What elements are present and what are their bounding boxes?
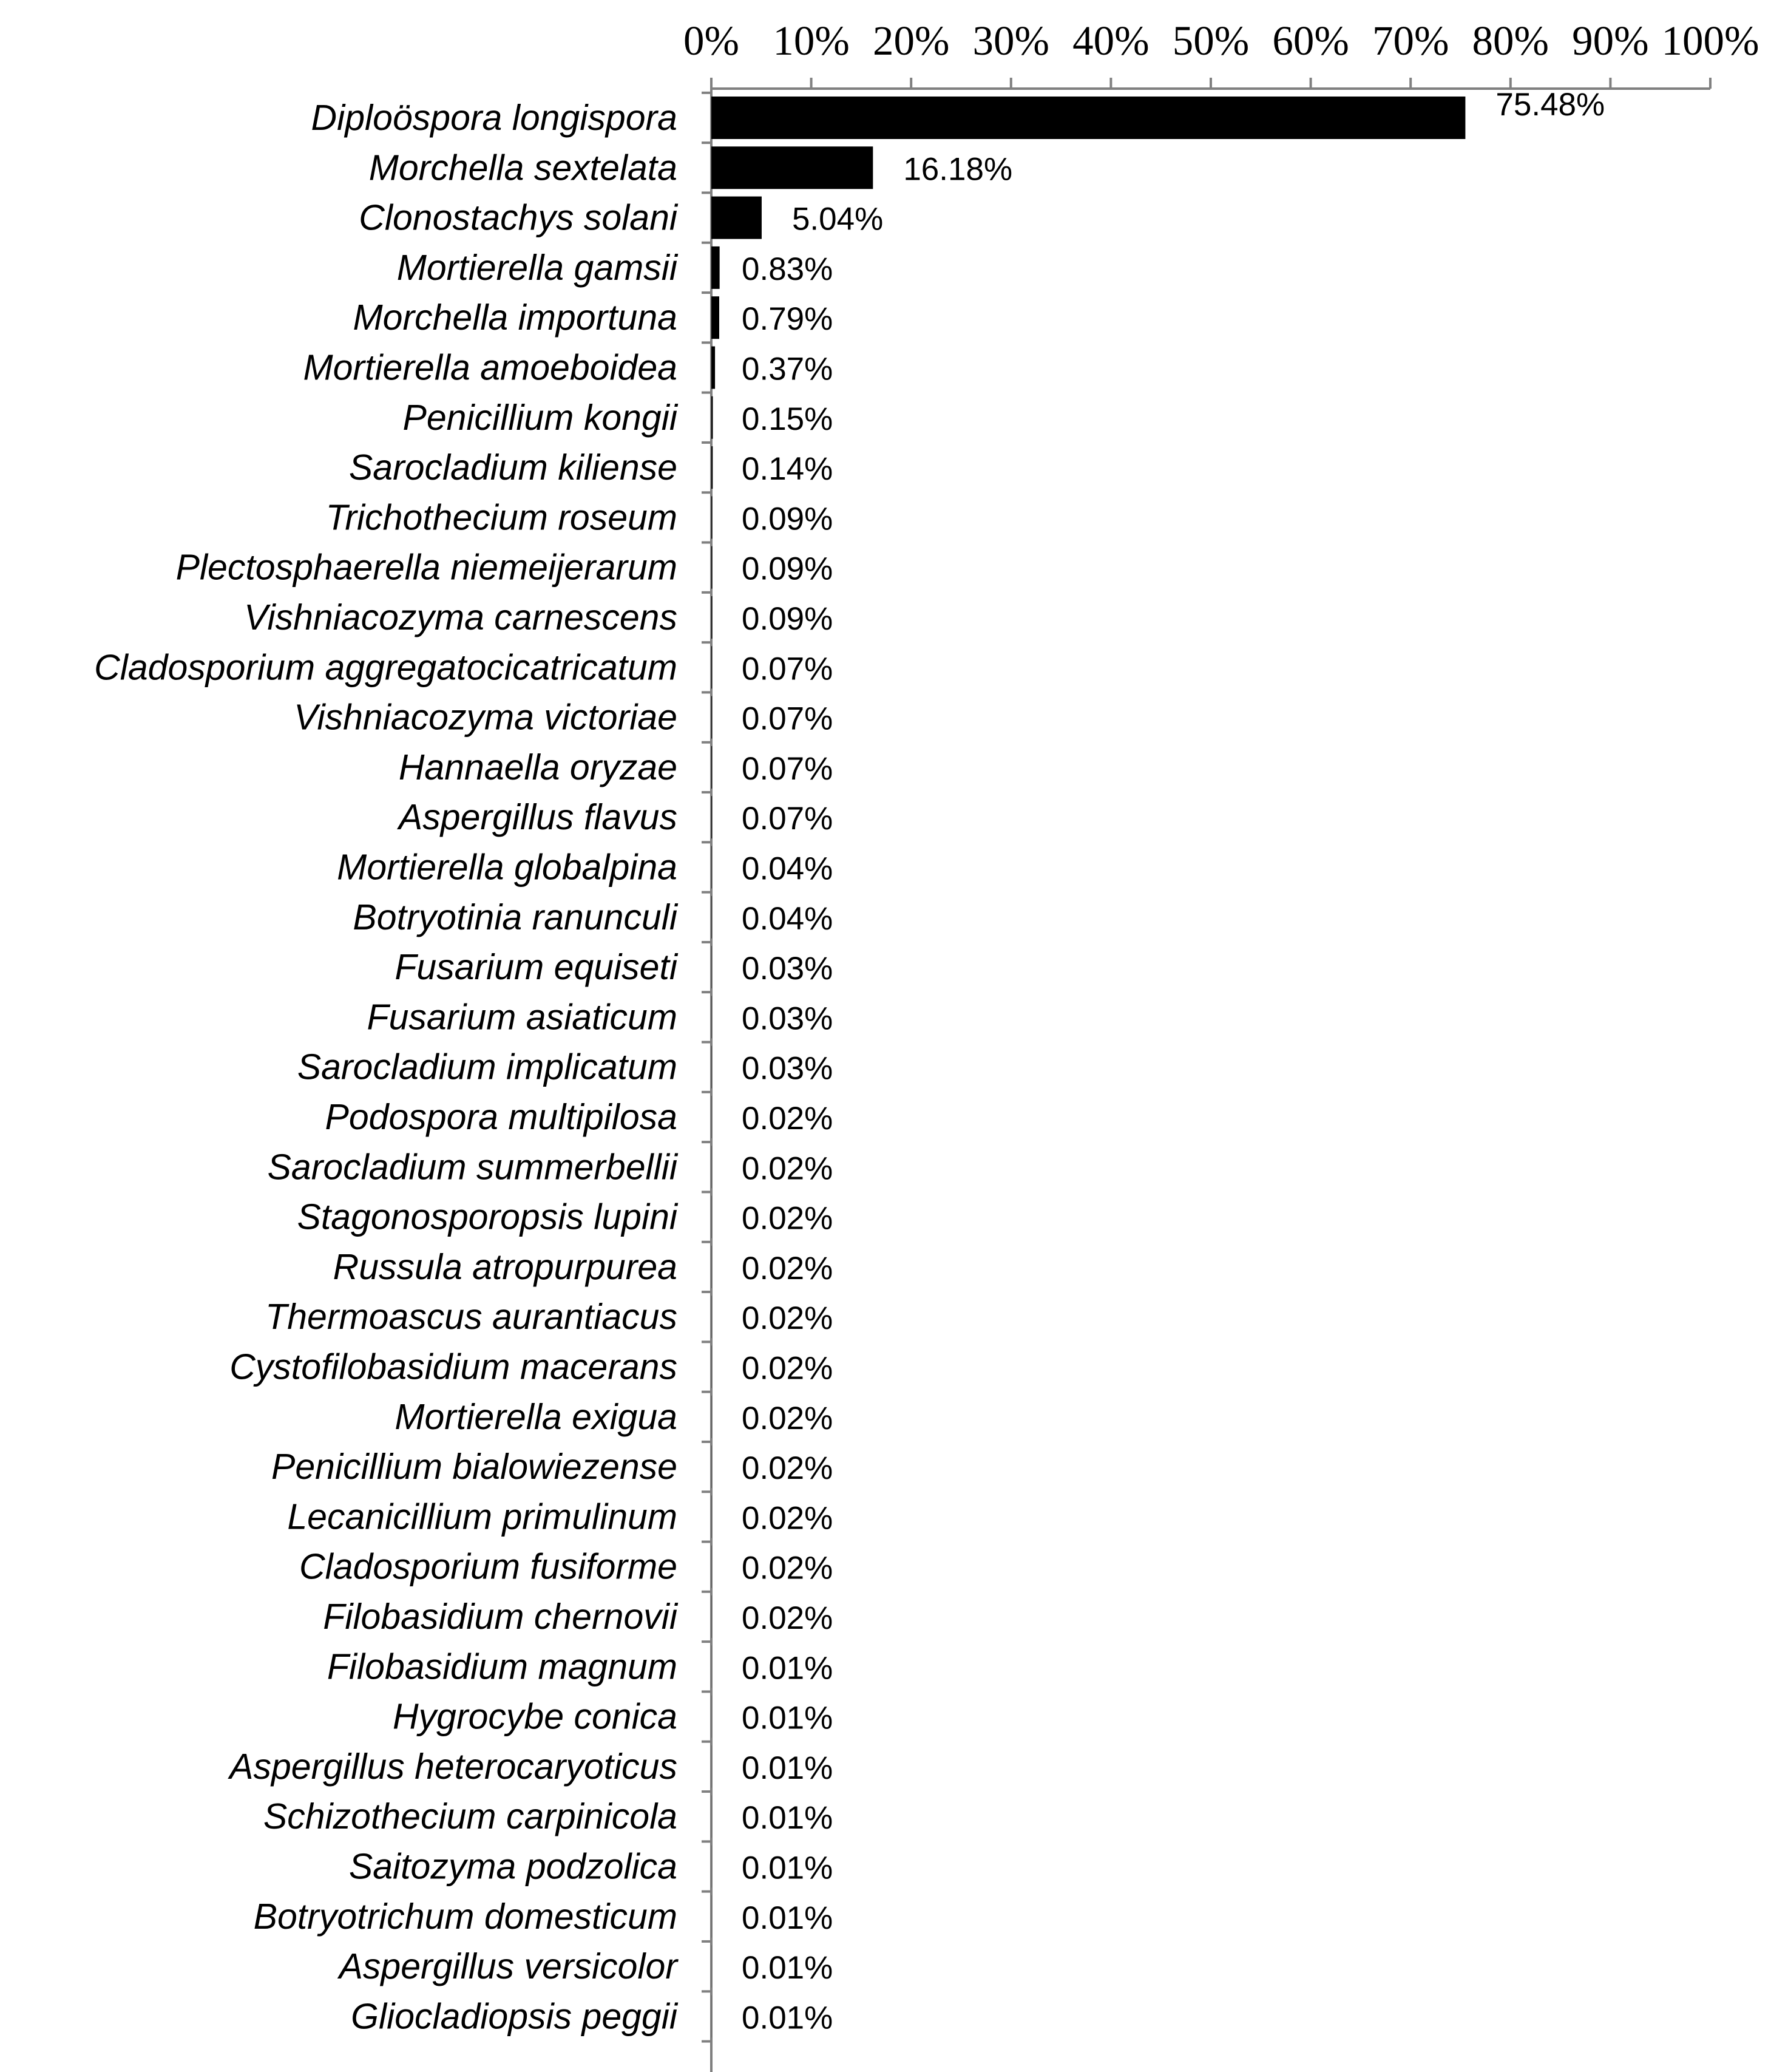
data-label: 0.37% bbox=[742, 351, 833, 387]
category-label: Sarocladium kiliense bbox=[348, 447, 677, 488]
data-label: 0.04% bbox=[742, 900, 833, 937]
bar bbox=[711, 596, 712, 639]
bar bbox=[711, 646, 712, 688]
category-label: Russula atropurpurea bbox=[333, 1246, 677, 1287]
data-label: 0.01% bbox=[742, 1650, 833, 1686]
data-label: 0.07% bbox=[742, 701, 833, 737]
data-label: 0.09% bbox=[742, 551, 833, 587]
bar bbox=[711, 746, 712, 789]
category-label: Filobasidium magnum bbox=[327, 1646, 677, 1687]
x-tick-label: 90% bbox=[1572, 18, 1649, 64]
category-label: Penicillium bialowiezense bbox=[271, 1447, 677, 1487]
data-label: 0.07% bbox=[742, 801, 833, 837]
category-label: Fusarium asiaticum bbox=[367, 997, 677, 1038]
category-label: Gliocladiopsis peggii bbox=[351, 1996, 677, 2037]
category-labels bbox=[94, 98, 679, 2036]
data-label: 0.03% bbox=[742, 1050, 833, 1087]
data-label: 0.01% bbox=[742, 1750, 833, 1786]
category-label: Mortierella globalpina bbox=[337, 847, 677, 888]
bar bbox=[711, 496, 712, 538]
data-label: 0.02% bbox=[742, 1300, 833, 1337]
data-label: 0.02% bbox=[742, 1450, 833, 1487]
category-label: Fusarium equiseti bbox=[395, 947, 677, 988]
x-tick-label: 70% bbox=[1372, 18, 1449, 64]
category-label: Cladosporium aggregatocicatricatum bbox=[94, 647, 677, 688]
y-axis bbox=[702, 89, 711, 2072]
bar bbox=[711, 846, 712, 889]
data-labels bbox=[742, 87, 1605, 2036]
data-label: 0.03% bbox=[742, 951, 833, 987]
x-tick-label: 30% bbox=[972, 18, 1050, 64]
data-label: 0.01% bbox=[742, 2000, 833, 2036]
data-label: 0.02% bbox=[742, 1150, 833, 1187]
data-label: 75.48% bbox=[1495, 87, 1605, 123]
category-label: Botryotrichum domesticum bbox=[253, 1896, 677, 1937]
category-label: Botryotinia ranunculi bbox=[353, 897, 677, 937]
category-label: Clonostachys solani bbox=[359, 197, 677, 238]
data-label: 0.79% bbox=[742, 301, 833, 338]
category-label: Plectosphaerella niemeijerarum bbox=[175, 547, 677, 588]
data-label: 0.07% bbox=[742, 651, 833, 687]
bar bbox=[711, 696, 712, 739]
data-label: 0.14% bbox=[742, 451, 833, 487]
data-label: 0.01% bbox=[742, 1900, 833, 1936]
bar bbox=[711, 296, 719, 339]
category-label: Saitozyma podzolica bbox=[348, 1846, 677, 1887]
data-label: 0.04% bbox=[742, 851, 833, 887]
data-label: 0.02% bbox=[742, 1550, 833, 1586]
data-label: 0.02% bbox=[742, 1250, 833, 1286]
category-label: Sarocladium implicatum bbox=[297, 1047, 677, 1087]
data-label: 0.09% bbox=[742, 601, 833, 637]
category-label: Morchella importuna bbox=[353, 297, 677, 338]
bar bbox=[711, 896, 712, 939]
category-label: Cystofilobasidium macerans bbox=[229, 1347, 677, 1387]
category-label: Lecanicillium primulinum bbox=[287, 1496, 677, 1537]
data-label: 0.01% bbox=[742, 1950, 833, 1986]
bar bbox=[711, 146, 873, 189]
category-label: Aspergillus heterocaryoticus bbox=[229, 1746, 677, 1787]
data-label: 0.02% bbox=[742, 1200, 833, 1237]
bar bbox=[711, 546, 712, 589]
bar bbox=[711, 396, 713, 439]
category-label: Aspergillus versicolor bbox=[339, 1946, 677, 1987]
category-label: Morchella sextelata bbox=[368, 148, 677, 188]
data-label: 0.02% bbox=[742, 1600, 833, 1636]
category-label: Hygrocybe conica bbox=[393, 1696, 677, 1737]
x-tick-label: 20% bbox=[872, 18, 950, 64]
x-tick-label: 60% bbox=[1272, 18, 1349, 64]
data-label: 0.07% bbox=[742, 750, 833, 787]
category-label: Mortierella exigua bbox=[395, 1396, 677, 1437]
bar bbox=[711, 197, 762, 239]
x-tick-label: 50% bbox=[1172, 18, 1250, 64]
category-label: Vishniacozyma carnescens bbox=[244, 597, 677, 637]
x-tick-label: 100% bbox=[1661, 18, 1759, 64]
bar bbox=[711, 796, 712, 838]
data-label: 0.01% bbox=[742, 1800, 833, 1836]
category-label: Podospora multipilosa bbox=[325, 1097, 677, 1137]
data-label: 0.03% bbox=[742, 1000, 833, 1037]
bar bbox=[711, 97, 1465, 139]
x-tick-label: 80% bbox=[1472, 18, 1549, 64]
data-label: 0.09% bbox=[742, 501, 833, 537]
data-label: 0.02% bbox=[742, 1500, 833, 1537]
bar bbox=[711, 347, 715, 389]
data-label: 0.83% bbox=[742, 251, 833, 287]
category-label: Trichothecium roseum bbox=[325, 497, 677, 538]
data-label: 0.02% bbox=[742, 1101, 833, 1136]
x-tick-label: 10% bbox=[773, 18, 850, 64]
data-label: 16.18% bbox=[903, 151, 1013, 188]
category-label: Cladosporium fusiforme bbox=[299, 1546, 677, 1587]
category-label: Diploöspora longispora bbox=[311, 98, 677, 138]
category-label: Thermoascus aurantiacus bbox=[265, 1297, 677, 1337]
category-label: Vishniacozyma victoriae bbox=[294, 697, 677, 738]
category-label: Mortierella amoeboidea bbox=[303, 347, 677, 388]
category-label: Hannaella oryzae bbox=[398, 747, 677, 787]
data-label: 0.01% bbox=[742, 1700, 833, 1736]
data-label: 0.02% bbox=[742, 1350, 833, 1387]
data-label: 5.04% bbox=[791, 201, 884, 237]
x-axis bbox=[683, 18, 1759, 89]
bar bbox=[711, 446, 713, 489]
category-label: Filobasidium chernovii bbox=[323, 1597, 677, 1637]
x-tick-label: 40% bbox=[1072, 18, 1150, 64]
category-label: Schizothecium carpinicola bbox=[263, 1796, 677, 1837]
x-tick-label: 0% bbox=[683, 18, 739, 64]
category-label: Sarocladium summerbellii bbox=[267, 1147, 677, 1187]
data-label: 0.01% bbox=[742, 1850, 833, 1886]
category-label: Stagonosporopsis lupini bbox=[297, 1197, 677, 1237]
category-label: Mortierella gamsii bbox=[396, 247, 677, 288]
category-label: Penicillium kongii bbox=[402, 397, 677, 438]
data-label: 0.02% bbox=[742, 1400, 833, 1436]
category-label: Aspergillus flavus bbox=[398, 797, 677, 838]
data-label: 0.15% bbox=[742, 401, 833, 437]
bar bbox=[711, 246, 720, 289]
